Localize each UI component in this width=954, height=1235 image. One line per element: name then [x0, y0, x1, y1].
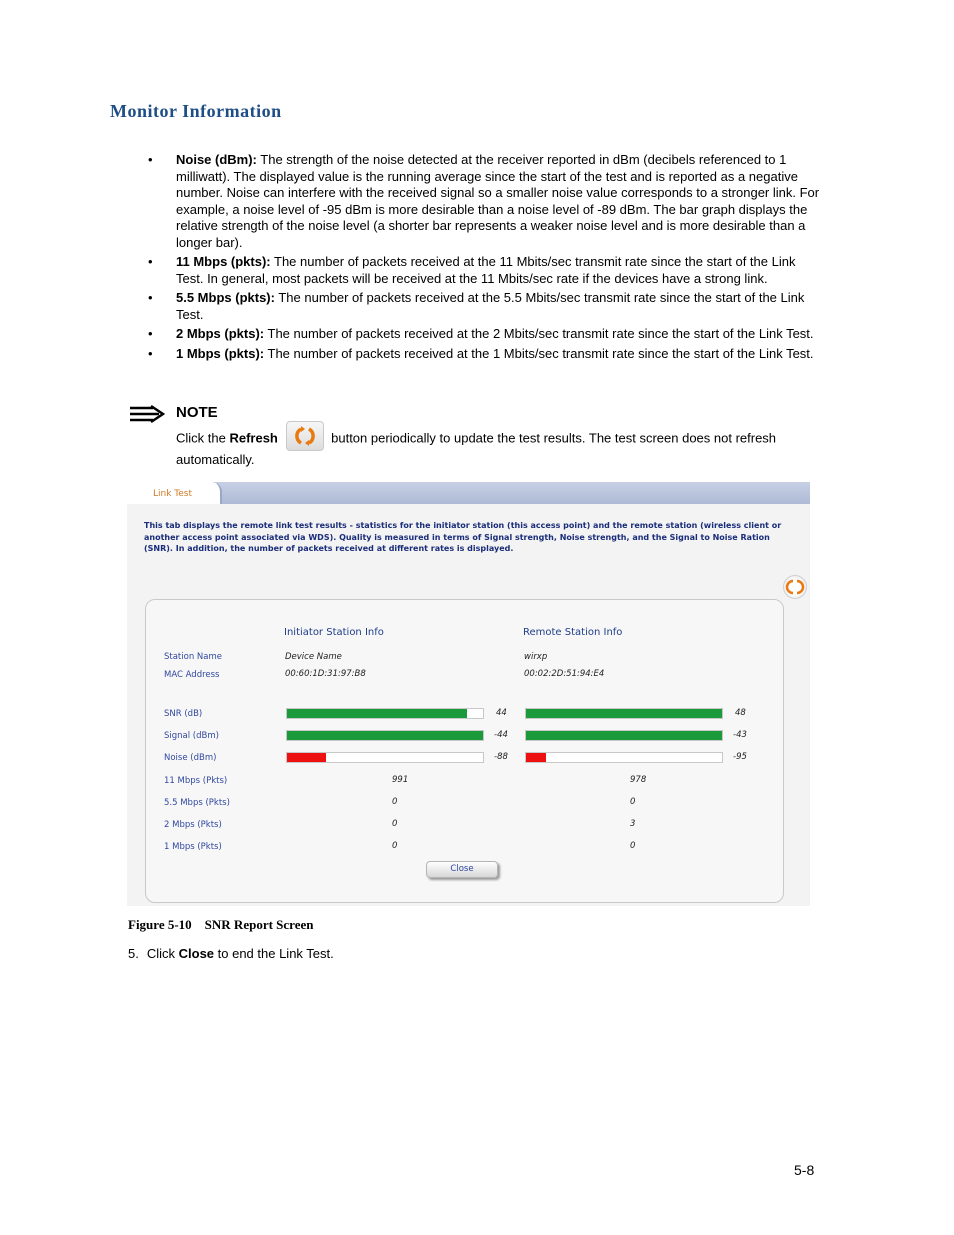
label-2mbps: 2 Mbps (Pkts)	[164, 820, 222, 830]
label-11mbps: 11 Mbps (Pkts)	[164, 776, 228, 786]
initiator-1mbps: 0	[392, 841, 398, 851]
remote-5-5mbps: 0	[630, 797, 636, 807]
intro-text: This tab displays the remote link test results - statistics for the initiator station (this access point) and the remote station (wireless client or another access point associated via WDS). Quality is measured in terms of Signal strength, Noise strength, and the Signal to Noise Ration (SNR). In addition, the number of packets received at different rates is displayed.	[144, 521, 782, 553]
initiator-11mbps: 991	[392, 775, 409, 785]
remote-11mbps: 978	[630, 775, 647, 785]
link-test-screenshot	[127, 482, 810, 906]
initiator-5-5mbps: 0	[392, 797, 398, 807]
initiator-signal-value: -44	[494, 730, 508, 740]
remote-mac: 00:02:2D:51:94:E4	[524, 669, 605, 679]
tab-link-test[interactable]: Link Test	[127, 482, 222, 504]
initiator-mac: 00:60:1D:31:97:B8	[285, 669, 366, 679]
refresh-button[interactable]	[783, 575, 807, 599]
step-5	[128, 946, 334, 961]
label-1mbps: 1 Mbps (Pkts)	[164, 842, 222, 852]
list-item	[148, 326, 820, 343]
remote-signal-value: -43	[733, 730, 747, 740]
initiator-signal-bar	[286, 730, 484, 741]
bullet-symbol: •	[148, 290, 153, 305]
step-number: 5.	[128, 946, 139, 961]
note-bold: Refresh	[229, 430, 278, 446]
definition: The number of packets received at the 5.5 Mbits/sec transmit rate since the start of the Link Test.	[176, 290, 805, 322]
bullet-symbol: •	[148, 326, 153, 341]
figure-number: Figure 5-10	[128, 917, 192, 932]
initiator-noise-bar	[286, 752, 484, 763]
term: 5.5 Mbps (pkts):	[176, 290, 275, 305]
note-arrow-icon	[129, 404, 165, 424]
figure-caption	[128, 917, 313, 933]
list-item	[148, 152, 820, 251]
list-item	[148, 346, 820, 363]
label-station-name: Station Name	[164, 652, 222, 662]
label-mac-address: MAC Address	[164, 670, 220, 680]
initiator-snr-value: 44	[496, 708, 507, 718]
label-noise: Noise (dBm)	[164, 753, 217, 763]
initiator-2mbps: 0	[392, 819, 398, 829]
initiator-station-name: Device Name	[285, 652, 342, 662]
figure-title: SNR Report Screen	[204, 917, 314, 932]
remote-2mbps: 3	[630, 819, 636, 829]
definition: The number of packets received at the 11 Mbits/sec transmit rate since the start of the Link Test. In general, most packets will be received at the 11 Mbits/sec rate if the devices have a strong link.	[176, 254, 796, 286]
list-item	[148, 254, 820, 287]
note-heading: NOTE	[176, 404, 218, 421]
definition: The number of packets received at the 2 Mbits/sec transmit rate since the start of the Link Test.	[264, 326, 814, 341]
remote-station-name: wirxp	[524, 652, 548, 662]
remote-snr-value: 48	[735, 708, 746, 718]
remote-noise-value: -95	[733, 752, 747, 762]
bullet-symbol: •	[148, 152, 153, 167]
remote-noise-bar	[525, 752, 723, 763]
definition-list	[148, 152, 820, 365]
refresh-icon	[286, 421, 324, 451]
term: 2 Mbps (pkts):	[176, 326, 265, 341]
results-panel	[145, 599, 784, 903]
remote-snr-bar	[525, 708, 723, 719]
remote-1mbps: 0	[630, 841, 636, 851]
list-item	[148, 290, 820, 323]
step-suffix: to end the Link Test.	[214, 946, 334, 961]
definition: The strength of the noise detected at the receiver reported in dBm (decibels referenced to 1 milliwatt). The displayed value is the running average since the start of the test and is reported as a negative number. Noise can interfere with the received signal so a smaller noise value corresponds to a stronger link. For example, a noise level of -95 dBm is more desirable than a noise level of -89 dBm. The bar graph displays the relative strength of the noise level (a shorter bar represents a weaker noise level and is more desirable than a longer bar).	[176, 152, 820, 250]
note-text	[176, 427, 816, 468]
refresh-icon	[784, 576, 806, 598]
page-number: 5-8	[794, 1162, 815, 1178]
bullet-symbol: •	[148, 345, 153, 361]
label-5-5mbps: 5.5 Mbps (Pkts)	[164, 798, 230, 808]
label-snr: SNR (dB)	[164, 709, 203, 719]
section-title: Monitor Information	[110, 101, 282, 121]
initiator-heading: Initiator Station Info	[284, 627, 384, 638]
remote-heading: Remote Station Info	[523, 627, 623, 638]
remote-signal-bar	[525, 730, 723, 741]
initiator-noise-value: -88	[494, 752, 508, 762]
term: 11 Mbps (pkts):	[176, 254, 271, 269]
term: Noise (dBm):	[176, 152, 257, 167]
bullet-symbol: •	[148, 254, 153, 269]
close-button[interactable]: Close	[426, 861, 498, 878]
note-prefix: Click the	[176, 430, 230, 446]
label-signal: Signal (dBm)	[164, 731, 219, 741]
step-bold: Close	[178, 946, 215, 961]
definition: The number of packets received at the 1 Mbits/sec transmit rate since the start of the Link Test.	[264, 345, 814, 361]
tab-bar	[127, 482, 810, 504]
step-prefix: Click	[146, 946, 179, 961]
initiator-snr-bar	[286, 708, 484, 719]
note-suffix: button periodically to update the test results. The test screen does not refresh automatically.	[176, 430, 777, 467]
term: 1 Mbps (pkts):	[176, 345, 265, 361]
